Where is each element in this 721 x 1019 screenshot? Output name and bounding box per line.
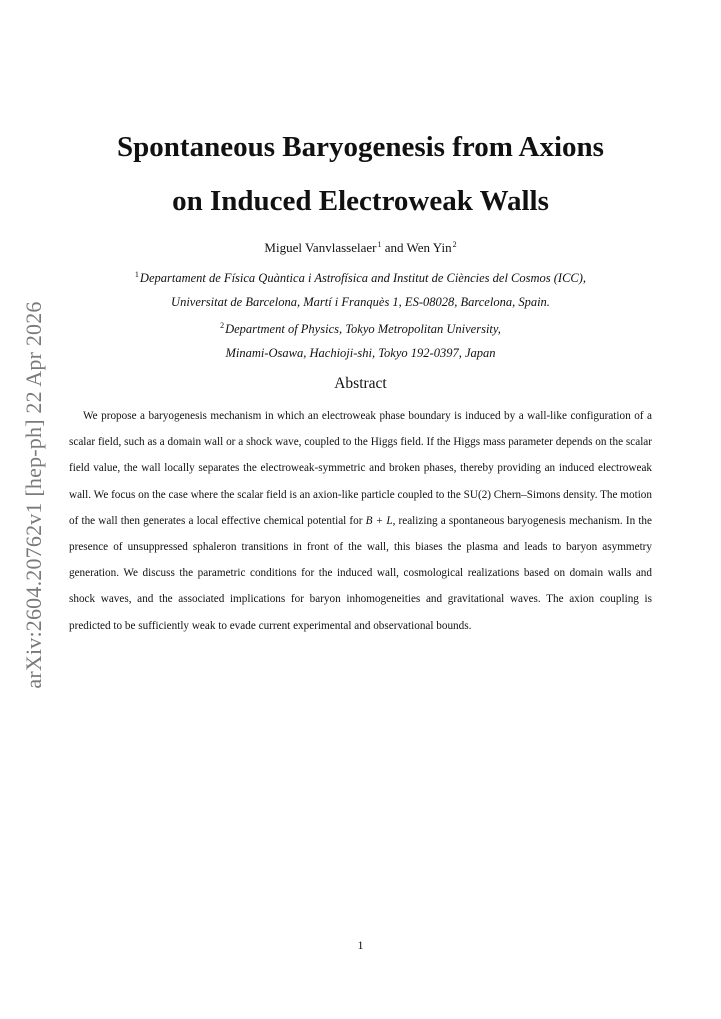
affiliation-1-line-1 (0, 270, 721, 286)
abstract-text: , realizing a spontaneous baryogenesis mechanism. In the presence of unsuppressed sphaleron transitions in front of the wall, this biases the plasma and leads to baryon asymmetry generation. We discuss the parametric conditions for the induced wall, cosmological realizations based on domain walls and shock waves, and the associated implications for baryon inhomogeneities and gravitational waves. The axion coupling is predicted to be sufficiently weak to evade current experimental and observational bounds. (69, 514, 652, 632)
affiliation-2-line-2: Minami-Osawa, Hachioji-shi, Tokyo 192-0397, Japan (225, 346, 496, 360)
affiliation-2-line-1 (0, 321, 721, 337)
author-name: Miguel Vanvlasselaer (264, 240, 377, 255)
affiliation-1-line-2: Universitat de Barcelona, Martí i Franquès 1, ES-08028, Barcelona, Spain. (171, 295, 550, 309)
paper-title-line-1: Spontaneous Baryogenesis from Axions (117, 131, 604, 163)
arxiv-identifier-stamp: arXiv:2604.20762v1 [hep-ph] 22 Apr 2026 (21, 301, 46, 689)
author-conjunction: and (381, 240, 407, 255)
affiliation-mark: 1 (134, 270, 139, 279)
paper-title-line-2: on Induced Electroweak Walls (172, 185, 549, 217)
author-list (0, 240, 721, 256)
affiliation-mark: 1 (377, 240, 382, 249)
affiliation-text: Departament de Física Quàntica i Astrofísica and Institut de Ciències del Cosmos (ICC), (139, 271, 587, 285)
page-number: 1 (357, 938, 364, 952)
abstract-body (69, 403, 652, 639)
affiliation-mark: 2 (452, 240, 457, 249)
affiliation-text: Department of Physics, Tokyo Metropolitan University, (225, 322, 501, 336)
math-expression: B + L (365, 514, 393, 527)
affiliation-mark: 2 (220, 321, 225, 330)
author-name: Wen Yin (406, 240, 452, 255)
abstract-heading: Abstract (334, 375, 387, 392)
abstract-text: We propose a baryogenesis mechanism in which an electroweak phase boundary is induced by a wall-like configuration of a scalar field, such as a domain wall or a shock wave, coupled to the Higgs field. If the Higgs mass parameter depends on the scalar field value, the wall locally separates the electroweak-symmetric and broken phases, thereby providing an induced electroweak wall. We focus on the case where the scalar field is an axion-like particle coupled to the SU(2) Chern–Simons density. The motion of the wall then generates a local effective chemical potential for (69, 410, 652, 527)
